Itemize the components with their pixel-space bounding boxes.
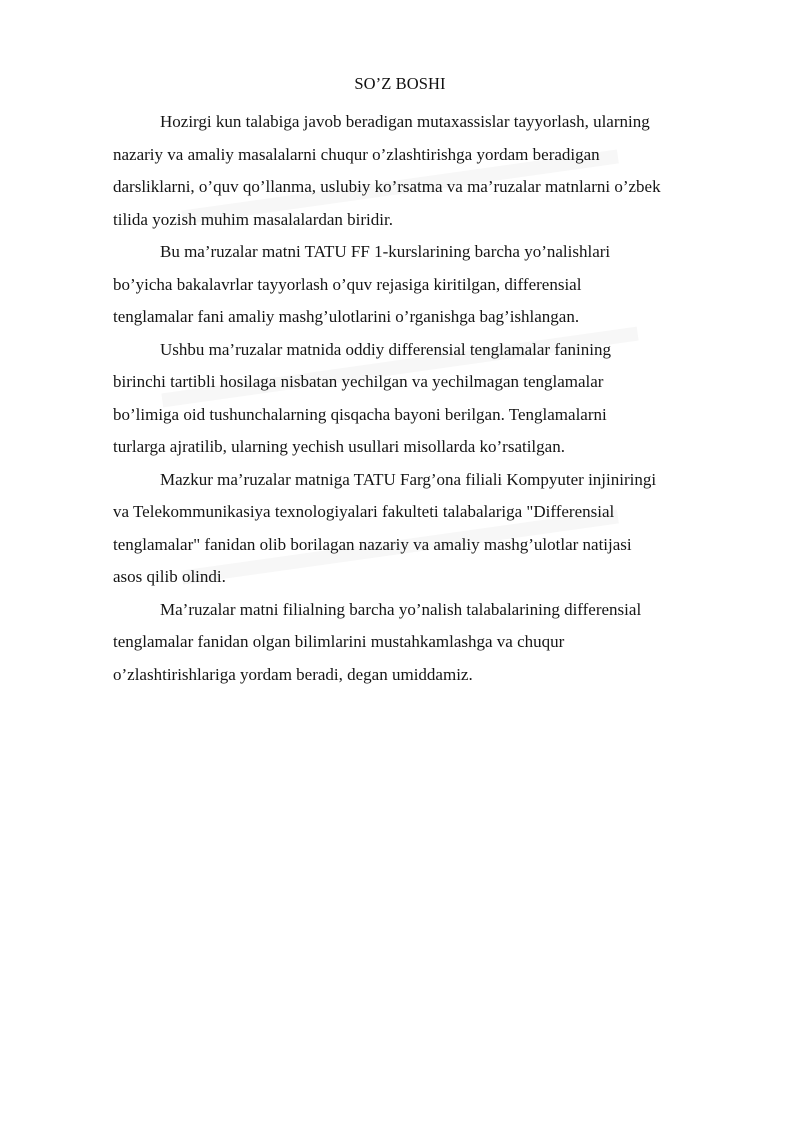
paragraph-line: tenglamalar" fanidan olib borilagan nazariy va amaliy mashg’ulotlar natijasi	[113, 534, 632, 554]
paragraph-1	[113, 106, 723, 236]
paragraph-line: va Telekommunikasiya texnologiyalari fakulteti talabalariga "Differensial	[113, 502, 615, 521]
document-title: SO’Z BOSHI	[354, 74, 446, 93]
paragraph-line: birinchi tartibli hosilaga nisbatan yechilgan va yechilmagan tenglamalar	[113, 372, 604, 391]
paragraph-4	[113, 464, 723, 594]
paragraph-line: o’zlashtirishlariga yordam beradi, degan umiddamiz.	[113, 664, 473, 684]
paragraph-line: Hozirgi kun talabiga javob beradigan mutaxassislar tayyorlash, ularning	[160, 112, 650, 131]
paragraph-5	[113, 594, 723, 692]
paragraph-line: Bu ma’ruzalar matni TATU FF 1-kurslarining barcha yo’nalishlari	[160, 242, 611, 261]
paragraph-line: tenglamalar fanidan olgan bilimlarini mustahkamlashga va chuqur	[113, 632, 565, 651]
paragraph-2	[113, 236, 723, 334]
paragraph-line: tilida yozish muhim masalalardan biridir.	[113, 209, 393, 229]
document-body	[113, 106, 723, 691]
paragraph-line: bo’limiga oid tushunchalarning qisqacha bayoni berilgan. Tenglamalarni	[113, 404, 607, 424]
paragraph-line: nazariy va amaliy masalalarni chuqur o’zlashtirishga yordam beradigan	[113, 144, 600, 164]
paragraph-line: Ma’ruzalar matni filialning barcha yo’nalish talabalarining differensial	[160, 599, 642, 619]
paragraph-line: Mazkur ma’ruzalar matniga TATU Farg’ona filiali Kompyuter injiniringi	[160, 469, 657, 489]
paragraph-line: asos qilib olindi.	[113, 567, 226, 586]
paragraph-line: darsliklarni, o’quv qo’llanma, uslubiy ko’rsatma va ma’ruzalar matnlarni o’zbek	[113, 177, 661, 196]
paragraph-line: turlarga ajratilib, ularning yechish usullari misollarda ko’rsatilgan.	[113, 437, 565, 456]
paragraph-line: bo’yicha bakalavrlar tayyorlash o’quv rejasiga kiritilgan, differensial	[113, 274, 582, 294]
paragraph-line: tenglamalar fani amaliy mashg’ulotlarini o’rganishga bag’ishlangan.	[113, 307, 580, 326]
paragraph-3	[113, 334, 723, 464]
paragraph-line: Ushbu ma’ruzalar matnida oddiy differensial tenglamalar fanining	[160, 339, 611, 359]
